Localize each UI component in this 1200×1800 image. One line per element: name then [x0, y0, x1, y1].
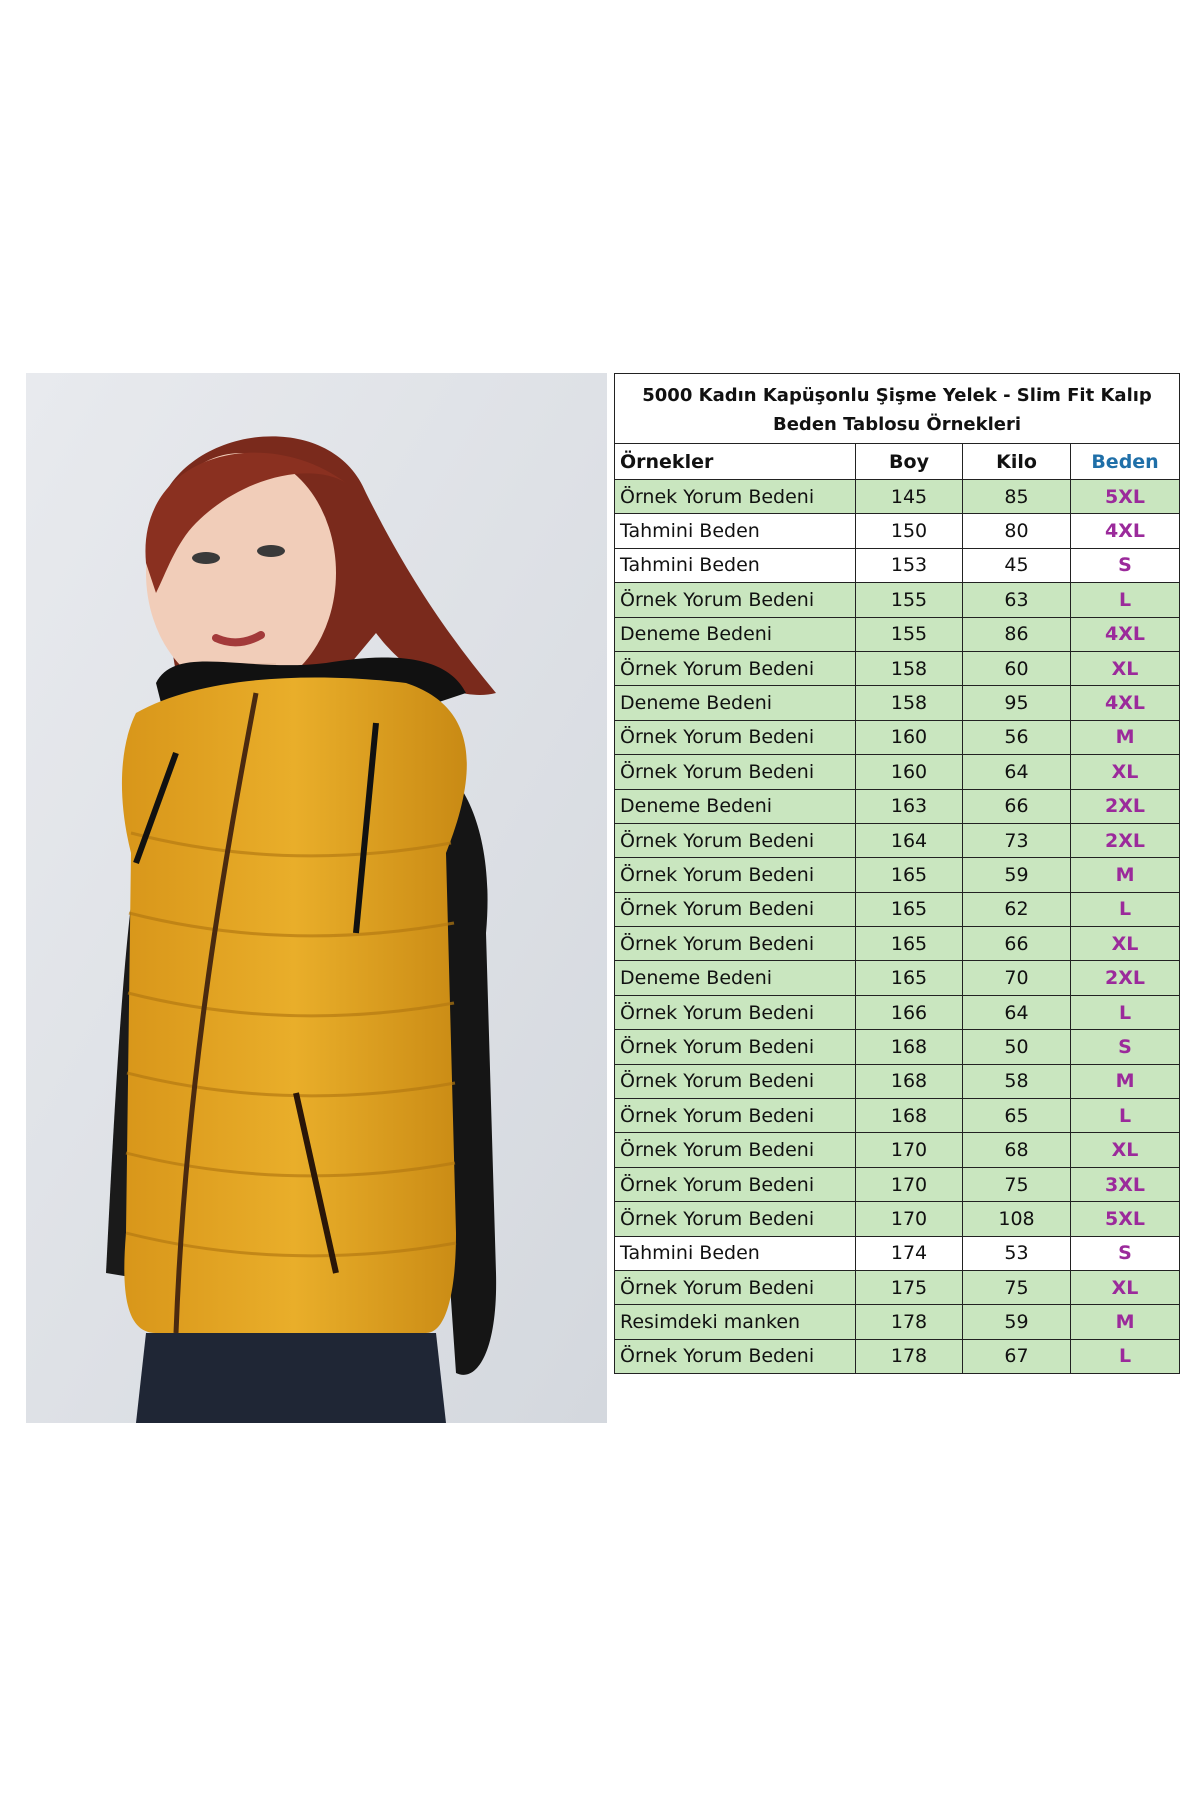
cell-beden: 4XL [1071, 617, 1180, 651]
cell-ornek: Örnek Yorum Bedeni [615, 858, 856, 892]
cell-boy: 178 [856, 1305, 963, 1339]
size-chart-table [614, 373, 1180, 1374]
cell-ornek: Örnek Yorum Bedeni [615, 651, 856, 685]
cell-kilo: 59 [963, 858, 1071, 892]
cell-ornek: Örnek Yorum Bedeni [615, 927, 856, 961]
cell-kilo: 85 [963, 480, 1071, 514]
table-row [615, 1167, 1180, 1201]
cell-kilo: 65 [963, 1099, 1071, 1133]
table-title [615, 374, 1180, 444]
table-row [615, 514, 1180, 548]
cell-boy: 165 [856, 927, 963, 961]
cell-boy: 175 [856, 1270, 963, 1304]
cell-beden: L [1071, 1099, 1180, 1133]
cell-kilo: 63 [963, 583, 1071, 617]
cell-beden: S [1071, 1030, 1180, 1064]
table-row [615, 1099, 1180, 1133]
header-ornekler: Örnekler [615, 444, 856, 480]
cell-boy: 165 [856, 961, 963, 995]
cell-kilo: 70 [963, 961, 1071, 995]
cell-beden: M [1071, 720, 1180, 754]
table-row [615, 789, 1180, 823]
cell-beden: M [1071, 1064, 1180, 1098]
cell-beden: 2XL [1071, 823, 1180, 857]
cell-ornek: Örnek Yorum Bedeni [615, 1030, 856, 1064]
cell-ornek: Örnek Yorum Bedeni [615, 823, 856, 857]
cell-kilo: 64 [963, 995, 1071, 1029]
cell-kilo: 58 [963, 1064, 1071, 1098]
cell-beden: 5XL [1071, 480, 1180, 514]
cell-ornek: Deneme Bedeni [615, 961, 856, 995]
cell-beden: 4XL [1071, 514, 1180, 548]
cell-kilo: 62 [963, 892, 1071, 926]
cell-kilo: 59 [963, 1305, 1071, 1339]
cell-ornek: Örnek Yorum Bedeni [615, 583, 856, 617]
cell-kilo: 60 [963, 651, 1071, 685]
cell-boy: 160 [856, 755, 963, 789]
cell-boy: 155 [856, 583, 963, 617]
table-row [615, 1064, 1180, 1098]
cell-beden: XL [1071, 755, 1180, 789]
cell-boy: 168 [856, 1030, 963, 1064]
cell-kilo: 80 [963, 514, 1071, 548]
table-body [615, 480, 1180, 1374]
table-row [615, 995, 1180, 1029]
cell-ornek: Deneme Bedeni [615, 789, 856, 823]
cell-kilo: 108 [963, 1202, 1071, 1236]
table-row [615, 1030, 1180, 1064]
cell-boy: 170 [856, 1133, 963, 1167]
cell-boy: 155 [856, 617, 963, 651]
cell-ornek: Örnek Yorum Bedeni [615, 720, 856, 754]
cell-boy: 158 [856, 651, 963, 685]
cell-ornek: Örnek Yorum Bedeni [615, 995, 856, 1029]
table-row [615, 961, 1180, 995]
cell-ornek: Resimdeki manken [615, 1305, 856, 1339]
table-row [615, 858, 1180, 892]
cell-ornek: Örnek Yorum Bedeni [615, 1064, 856, 1098]
cell-ornek: Deneme Bedeni [615, 686, 856, 720]
table-row [615, 1236, 1180, 1270]
header-boy: Boy [856, 444, 963, 480]
cell-boy: 145 [856, 480, 963, 514]
cell-kilo: 53 [963, 1236, 1071, 1270]
cell-boy: 163 [856, 789, 963, 823]
table-row [615, 1270, 1180, 1304]
cell-boy: 160 [856, 720, 963, 754]
cell-boy: 165 [856, 858, 963, 892]
cell-boy: 178 [856, 1339, 963, 1373]
cell-beden: 4XL [1071, 686, 1180, 720]
cell-beden: XL [1071, 651, 1180, 685]
cell-beden: 3XL [1071, 1167, 1180, 1201]
cell-beden: 2XL [1071, 961, 1180, 995]
cell-ornek: Örnek Yorum Bedeni [615, 1167, 856, 1201]
cell-beden: M [1071, 858, 1180, 892]
title-line-2: Beden Tablosu Örnekleri [773, 414, 1022, 435]
cell-beden: XL [1071, 1270, 1180, 1304]
cell-beden: 2XL [1071, 789, 1180, 823]
table-title-row [615, 374, 1180, 444]
cell-boy: 166 [856, 995, 963, 1029]
table-row [615, 651, 1180, 685]
cell-ornek: Deneme Bedeni [615, 617, 856, 651]
table-row [615, 1305, 1180, 1339]
table-row [615, 755, 1180, 789]
cell-beden: S [1071, 548, 1180, 582]
cell-ornek: Tahmini Beden [615, 1236, 856, 1270]
table-row [615, 892, 1180, 926]
cell-kilo: 75 [963, 1167, 1071, 1201]
cell-ornek: Örnek Yorum Bedeni [615, 1133, 856, 1167]
table-row [615, 1202, 1180, 1236]
table-header-row [615, 444, 1180, 480]
header-beden: Beden [1071, 444, 1180, 480]
table-row [615, 1339, 1180, 1373]
cell-boy: 153 [856, 548, 963, 582]
table-row [615, 686, 1180, 720]
cell-ornek: Örnek Yorum Bedeni [615, 480, 856, 514]
cell-beden: XL [1071, 927, 1180, 961]
cell-boy: 150 [856, 514, 963, 548]
cell-boy: 168 [856, 1099, 963, 1133]
table-row [615, 720, 1180, 754]
cell-ornek: Örnek Yorum Bedeni [615, 1202, 856, 1236]
table-row [615, 617, 1180, 651]
cell-kilo: 67 [963, 1339, 1071, 1373]
cell-kilo: 56 [963, 720, 1071, 754]
cell-ornek: Tahmini Beden [615, 548, 856, 582]
cell-kilo: 73 [963, 823, 1071, 857]
cell-beden: L [1071, 1339, 1180, 1373]
cell-beden: L [1071, 892, 1180, 926]
table-row [615, 823, 1180, 857]
title-line-1: 5000 Kadın Kapüşonlu Şişme Yelek - Slim Fit Kalıp [642, 385, 1152, 406]
cell-ornek: Örnek Yorum Bedeni [615, 755, 856, 789]
cell-ornek: Örnek Yorum Bedeni [615, 1339, 856, 1373]
cell-boy: 174 [856, 1236, 963, 1270]
table-row [615, 548, 1180, 582]
cell-kilo: 68 [963, 1133, 1071, 1167]
cell-beden: L [1071, 583, 1180, 617]
cell-kilo: 45 [963, 548, 1071, 582]
table-row [615, 480, 1180, 514]
cell-kilo: 86 [963, 617, 1071, 651]
cell-beden: 5XL [1071, 1202, 1180, 1236]
cell-boy: 170 [856, 1167, 963, 1201]
cell-boy: 165 [856, 892, 963, 926]
cell-beden: XL [1071, 1133, 1180, 1167]
product-photo [26, 373, 607, 1423]
cell-ornek: Örnek Yorum Bedeni [615, 892, 856, 926]
header-kilo: Kilo [963, 444, 1071, 480]
cell-kilo: 75 [963, 1270, 1071, 1304]
table-row [615, 583, 1180, 617]
cell-boy: 170 [856, 1202, 963, 1236]
model-illustration [26, 373, 607, 1423]
cell-kilo: 66 [963, 927, 1071, 961]
cell-kilo: 95 [963, 686, 1071, 720]
cell-kilo: 66 [963, 789, 1071, 823]
cell-kilo: 50 [963, 1030, 1071, 1064]
cell-boy: 164 [856, 823, 963, 857]
table-row [615, 927, 1180, 961]
cell-kilo: 64 [963, 755, 1071, 789]
cell-ornek: Örnek Yorum Bedeni [615, 1270, 856, 1304]
cell-beden: M [1071, 1305, 1180, 1339]
cell-boy: 168 [856, 1064, 963, 1098]
cell-beden: L [1071, 995, 1180, 1029]
cell-boy: 158 [856, 686, 963, 720]
cell-beden: S [1071, 1236, 1180, 1270]
cell-ornek: Tahmini Beden [615, 514, 856, 548]
cell-ornek: Örnek Yorum Bedeni [615, 1099, 856, 1133]
table-row [615, 1133, 1180, 1167]
